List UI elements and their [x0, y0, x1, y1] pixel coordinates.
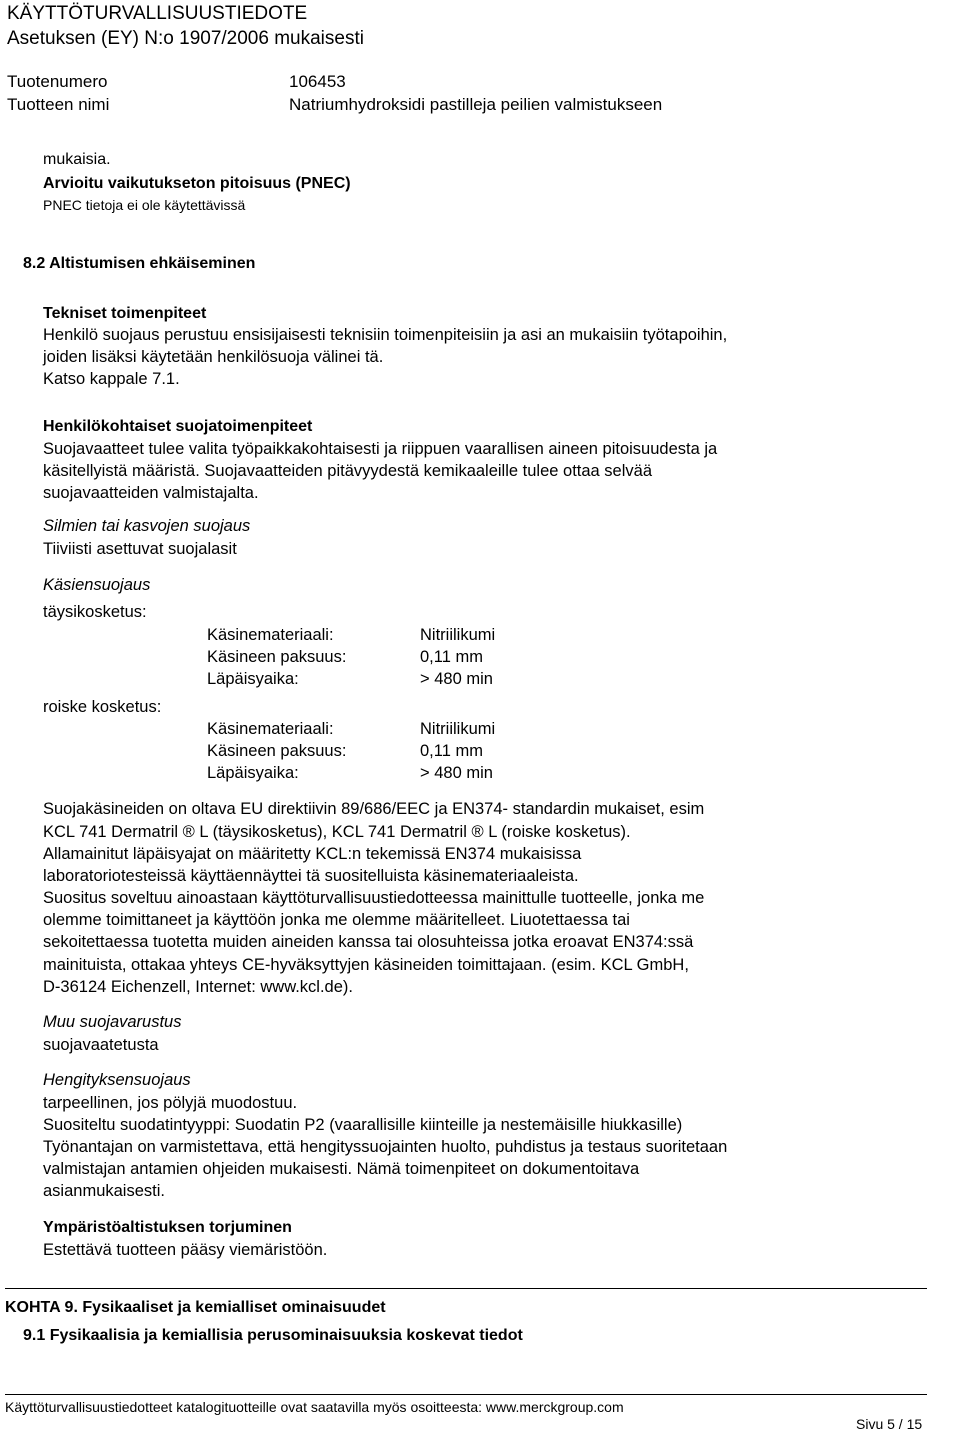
product-name-label: Tuotteen nimi: [7, 95, 110, 114]
glove-info-line: KCL 741 Dermatril ® L (täysikosketus), KCL 741 Dermatril ® L (roiske kosketus).: [43, 823, 631, 841]
breakthrough-time-value: > 480 min: [420, 764, 493, 782]
product-number-value: 106453: [289, 72, 346, 91]
personal-measures-heading: Henkilökohtaiset suojatoimenpiteet: [43, 418, 313, 435]
page-number: Sivu 5 / 15: [856, 1416, 923, 1432]
respiratory-line: Suositeltu suodatintyyppi: Suodatin P2 (vaarallisille kiinteille ja nestemäisille hiukkasille): [43, 1116, 683, 1134]
glove-info-line: sekoitettaessa tuotetta muiden aineiden kanssa tai olosuhteissa jotka eroavat EN374:ssä: [43, 933, 694, 951]
glove-info-line: mainituista, ottakaa yhteys CE-hyväksyttyjen käsineiden toimittajaan. (esim. KCL GmbH,: [43, 956, 689, 974]
glove-material-label: Käsinemateriaali:: [207, 720, 334, 738]
respiratory-line: valmistajan antamien ohjeiden mukaisesti. Nämä toimenpiteet on dokumentoitava: [43, 1160, 640, 1178]
environmental-text: Estettävä tuotteen pääsy viemäristöön.: [43, 1241, 328, 1259]
glove-thickness-label: Käsineen paksuus:: [207, 648, 347, 666]
glove-material-value: Nitriilikumi: [420, 720, 496, 738]
environmental-heading: Ympäristöaltistuksen torjuminen: [43, 1219, 292, 1236]
personal-measures-line: suojavaatteiden valmistajalta.: [43, 484, 259, 502]
product-name-value: Natriumhydroksidi pastilleja peilien valmistukseen: [289, 95, 663, 114]
breakthrough-time-value: > 480 min: [420, 670, 493, 688]
glove-thickness-value: 0,11 mm: [420, 648, 483, 666]
technical-measures-line: Katso kappale 7.1.: [43, 370, 180, 388]
full-contact-label: täysikosketus:: [43, 603, 147, 621]
pnec-text: PNEC tietoja ei ole käytettävissä: [43, 197, 246, 213]
glove-info-line: laboratoriotesteissä käyttäennäyttei tä suositelluista käsinemateriaaleista.: [43, 867, 579, 885]
regulation-line: Asetuksen (EY) N:o 1907/2006 mukaisesti: [7, 28, 364, 49]
respiratory-line: tarpeellinen, jos pölyjä muodostuu.: [43, 1094, 298, 1112]
section-divider: [5, 1288, 927, 1289]
respiratory-line: asianmukaisesti.: [43, 1182, 165, 1200]
section-9-1-heading: 9.1 Fysikaalisia ja kemiallisia perusominaisuuksia koskevat tiedot: [23, 1327, 523, 1344]
section-8-2-heading: 8.2 Altistumisen ehkäiseminen: [23, 255, 256, 272]
glove-info-line: Allamainitut läpäisyajat on määritetty KCL:n tekemissä EN374 mukaisissa: [43, 845, 582, 863]
splash-contact-label: roiske kosketus:: [43, 698, 162, 716]
technical-measures-line: Henkilö suojaus perustuu ensisijaisesti teknisiin toimenpiteisiin ja asi an mukaisiin työtapoihin,: [43, 326, 728, 344]
respiratory-protection-heading: Hengityksensuojaus: [43, 1071, 191, 1089]
glove-info-line: D-36124 Eichenzell, Internet: www.kcl.de).: [43, 978, 353, 996]
section-9-heading: KOHTA 9. Fysikaaliset ja kemialliset ominaisuudet: [5, 1299, 386, 1316]
continued-text: mukaisia.: [43, 151, 111, 168]
document-title: KÄYTTÖTURVALLISUUSTIEDOTE: [7, 3, 308, 24]
other-protection-heading: Muu suojavarustus: [43, 1013, 182, 1031]
product-number-label: Tuotenumero: [7, 72, 108, 91]
hand-protection-heading: Käsiensuojaus: [43, 576, 151, 594]
eye-protection-heading: Silmien tai kasvojen suojaus: [43, 517, 251, 535]
technical-measures-heading: Tekniset toimenpiteet: [43, 305, 207, 322]
personal-measures-line: käsitellyistä määristä. Suojavaatteiden pitävyydestä kemikaaleille tulee ottaa selvää: [43, 462, 652, 480]
footer-divider: [5, 1394, 927, 1395]
glove-info-line: olemme toimittaneet ja käyttöön jonka me olemme määritelleet. Liuotettaessa tai: [43, 911, 630, 929]
other-protection-text: suojavaatetusta: [43, 1036, 159, 1054]
pnec-heading: Arvioitu vaikutukseton pitoisuus (PNEC): [43, 175, 351, 192]
breakthrough-time-label: Läpäisyaika:: [207, 764, 299, 782]
technical-measures-line: joiden lisäksi käytetään henkilösuoja välinei tä.: [43, 348, 384, 366]
glove-info-line: Suojakäsineiden on oltava EU direktiivin 89/686/EEC ja EN374- standardin mukaiset, esim: [43, 800, 705, 818]
glove-thickness-label: Käsineen paksuus:: [207, 742, 347, 760]
eye-protection-text: Tiiviisti asettuvat suojalasit: [43, 540, 237, 558]
glove-info-line: Suositus soveltuu ainoastaan käyttöturvallisuustiedotteessa mainittulle tuotteelle, jonka me: [43, 889, 705, 907]
footer-text: Käyttöturvallisuustiedotteet katalogituotteille ovat saatavilla myös osoitteesta: www.merckgroup.com: [5, 1399, 624, 1415]
respiratory-line: Työnantajan on varmistettava, että hengityssuojainten huolto, puhdistus ja testaus suoritetaan: [43, 1138, 728, 1156]
breakthrough-time-label: Läpäisyaika:: [207, 670, 299, 688]
glove-material-value: Nitriilikumi: [420, 626, 496, 644]
glove-thickness-value: 0,11 mm: [420, 742, 483, 760]
personal-measures-line: Suojavaatteet tulee valita työpaikkakohtaisesti ja riippuen vaarallisen aineen pitoisuudesta ja: [43, 440, 718, 458]
glove-material-label: Käsinemateriaali:: [207, 626, 334, 644]
